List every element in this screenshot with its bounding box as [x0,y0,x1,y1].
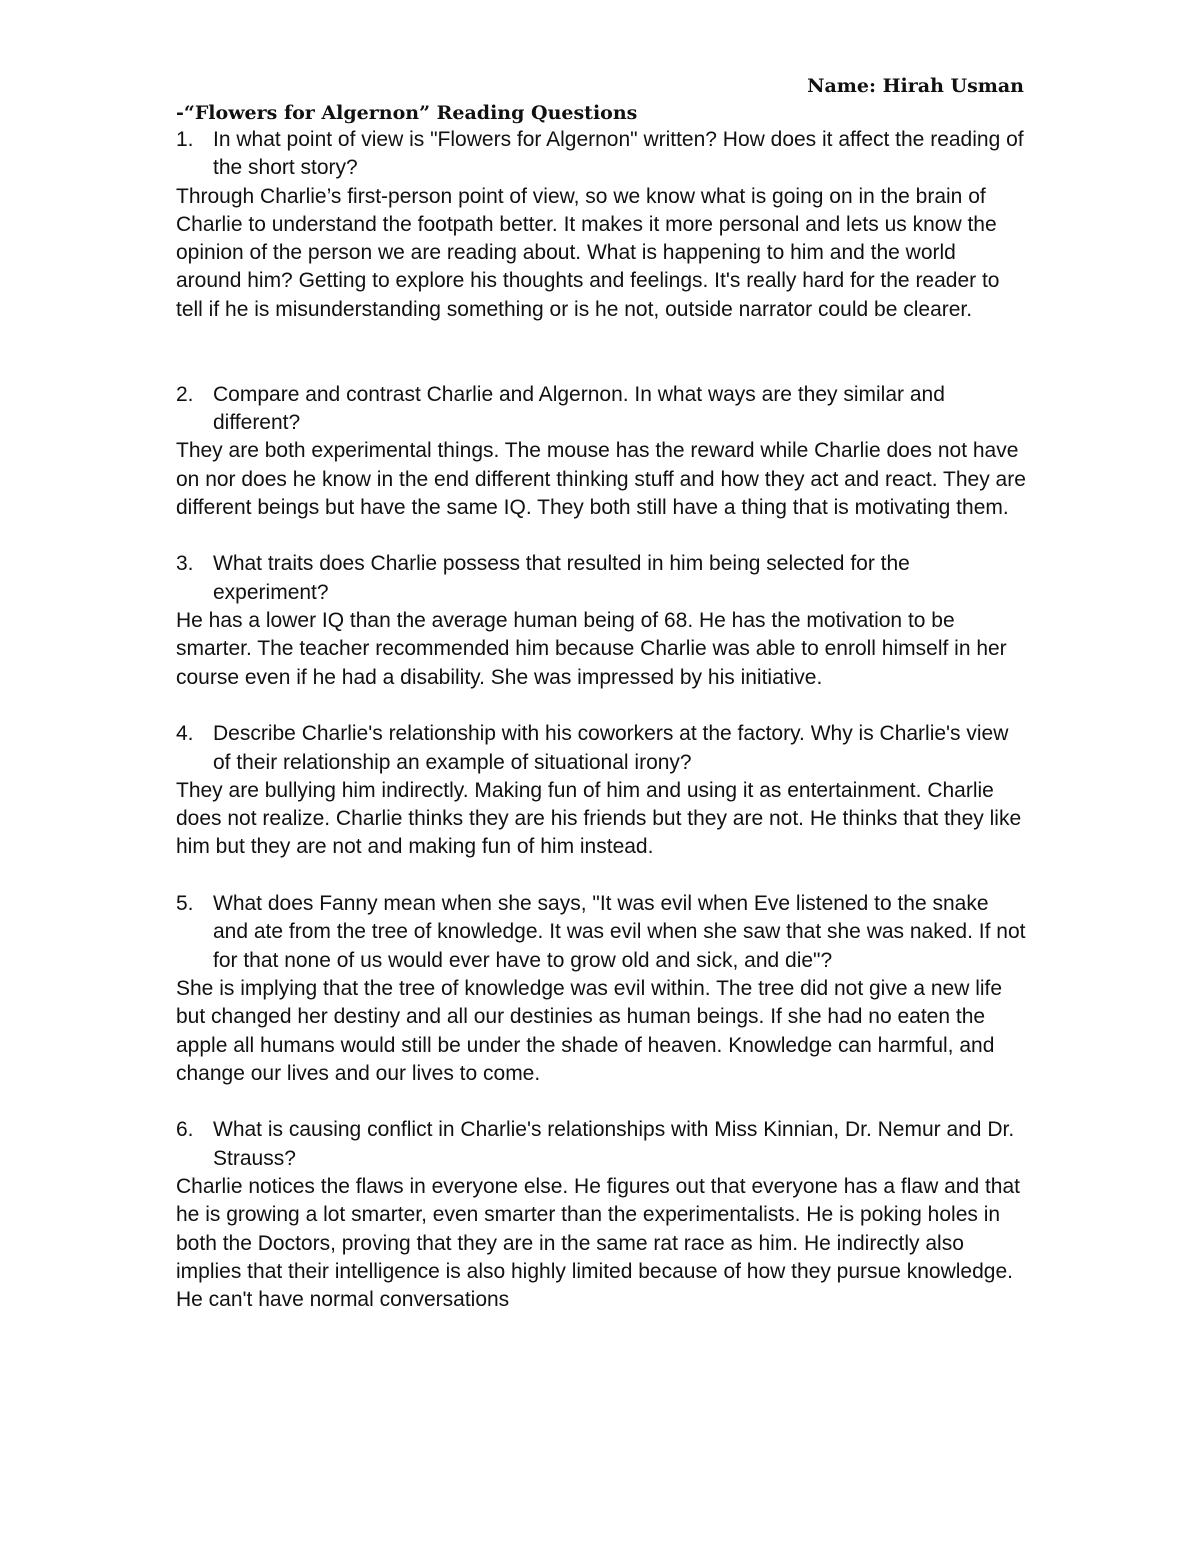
question-text: Describe Charlie's relationship with his coworkers at the factory. Why is Charlie's view of their relationship an example of situational irony? [213,722,1009,774]
question-item [176,1116,1026,1173]
question-block [176,1116,1026,1314]
question-text: What does Fanny mean when she says, "It was evil when Eve listened to the snake and ate from the tree of knowledge. It was evil when she saw that she was naked. If not for that none of us would ever have to grow old and sick, and die"? [213,892,1026,972]
answer-text: They are bullying him indirectly. Making fun of him and using it as entertainment. Charlie does not realize. Charlie thinks they are his friends but they are not. He thinks that they like him but they are not and making fun of him instead. [176,778,1022,859]
question-block [176,890,1026,1088]
question-text: What is causing conflict in Charlie's relationships with Miss Kinnian, Dr. Nemur and Dr. Strauss? [213,1118,1015,1170]
question-number: 6. [176,1118,194,1142]
question-item [176,126,1026,183]
question-number: 1. [176,128,194,151]
document-title: -“Flowers for Algernon” Reading Questions [176,102,638,124]
question-item [176,890,1026,975]
question-block [176,381,1026,522]
question-number: 4. [176,722,194,746]
answer-text: They are both experimental things. The mouse has the reward while Charlie does not have on nor does he know in the end different thinking stuff and how they act and react. They are different beings but have the same IQ. They both still have a thing that is motivating them. [176,439,1026,519]
question-number: 5. [176,892,194,916]
question-item [176,550,1026,607]
question-number: 2. [176,382,194,406]
question-text: In what point of view is "Flowers for Algernon" written? How does it affect the reading of the short story? [213,128,1024,180]
question-item [176,381,1026,438]
question-text: Compare and contrast Charlie and Algernon. In what ways are they similar and different? [213,382,945,434]
question-item [176,720,1026,777]
question-block [176,550,1026,691]
question-list [176,126,1026,1343]
question-block [176,126,1026,324]
answer-text: She is implying that the tree of knowledge was evil within. The tree did not give a new life but changed her destiny and all our destinies as human beings. If she had no eaten the apple all humans would still be under the shade of heaven. Knowledge can harmful, and change our lives and our lives to come. [176,976,1003,1085]
answer-text: Through Charlie’s first-person point of view, so we know what is going on in the brain of Charlie to understand the footpath better. It makes it more personal and lets us know the opinion of the person we are reading about. What is happening to him and the world around him? Getting to explore his thoughts and feelings. It's really hard for the reader to tell if he is misunderstanding something or is he not, outside narrator could be clearer. [176,184,1000,321]
question-text: What traits does Charlie possess that resulted in him being selected for the experiment? [213,552,910,604]
question-block [176,720,1026,861]
question-number: 3. [176,552,194,576]
student-name: Name: Hirah Usman [807,75,1024,97]
answer-text: Charlie notices the flaws in everyone else. He figures out that everyone has a flaw and that he is growing a lot smarter, even smarter than the experimentalists. He is poking holes in both the Doctors, proving that they are in the same rat race as him. He indirectly also implies that their intelligence is also highly limited because of how they pursue knowledge. He can't have normal conversations [176,1174,1020,1312]
answer-text: He has a lower IQ than the average human being of 68. He has the motivation to be smarter. The teacher recommended him because Charlie was able to enroll himself in her course even if he had a disability. She was impressed by his initiative. [176,609,1007,689]
